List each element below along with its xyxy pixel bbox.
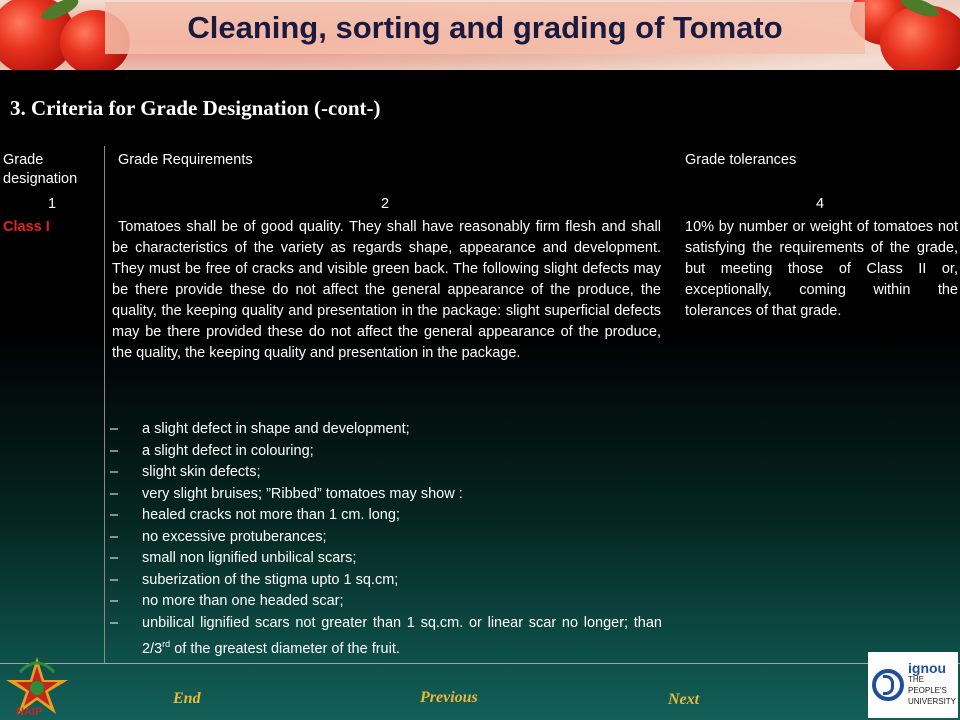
list-item [110, 441, 662, 463]
naip-logo-text: NAIP [16, 706, 43, 718]
defect-text: unbilical lignified scars not greater than 1 sq.cm. or linear scar no longer; than 2/3 [142, 614, 662, 657]
ignou-tagline-2: UNIVERSITY [908, 697, 957, 706]
dash-icon: – [110, 528, 119, 545]
title-box [105, 2, 865, 54]
grade-table [0, 146, 960, 664]
dash-icon: – [110, 464, 119, 480]
list-item [110, 462, 662, 484]
column-number-4: 4 [815, 196, 825, 212]
list-item [110, 570, 662, 592]
dash-icon: – [110, 485, 119, 502]
defect-text: healed cracks not more than 1 cm. long; [142, 507, 400, 523]
header-grade-requirements: Grade Requirements [118, 152, 253, 168]
list-item [110, 505, 662, 527]
next-link[interactable]: Next [668, 691, 700, 708]
dash-icon: – [110, 593, 119, 609]
header-grade-designation: Grade designation [3, 152, 78, 187]
tolerances-paragraph: 10% by number or weight of tomatoes not satisfying the requirements of the grade, but meeting those of Class II or, exceptionally, coming within the tolerances of that grade. [685, 219, 958, 319]
defect-text: a slight defect in shape and development; [142, 421, 410, 437]
defect-text: small non lignified unbilical scars; [142, 550, 357, 566]
column-number-2: 2 [380, 196, 390, 212]
defect-text: a slight defect in colouring; [142, 442, 314, 459]
dash-icon: – [110, 571, 119, 588]
column-number-1: 1 [47, 196, 57, 212]
page-title: Cleaning, sorting and grading of Tomato [187, 10, 783, 45]
list-item [110, 591, 662, 613]
previous-link[interactable]: Previous [420, 689, 478, 706]
dash-icon: – [110, 442, 119, 459]
defect-text: very slight bruises; ”Ribbed” tomatoes may show : [142, 485, 463, 502]
dash-icon: – [110, 421, 119, 437]
dash-icon: – [110, 507, 119, 523]
defect-text: of the greatest diameter of the fruit. [170, 640, 400, 657]
header-banner [0, 0, 960, 70]
footer-divider [0, 663, 960, 664]
dash-icon: – [110, 614, 119, 631]
list-item [110, 613, 662, 660]
defect-text: no more than one headed scar; [142, 593, 344, 609]
defect-text: slight skin defects; [142, 464, 261, 480]
grade-class-label: Class I [3, 219, 50, 235]
header-grade-tolerances: Grade tolerances [685, 152, 797, 168]
column-divider [104, 146, 105, 664]
dash-icon: – [110, 550, 119, 566]
defect-text: suberization of the stigma upto 1 sq.cm; [142, 571, 399, 588]
defect-list [110, 419, 662, 659]
ignou-tagline-1: THE PEOPLE'S [908, 675, 947, 695]
list-item [110, 419, 662, 441]
ignou-logo [868, 652, 958, 718]
end-link[interactable]: End [173, 690, 201, 707]
list-item [110, 548, 662, 570]
list-item [110, 527, 662, 549]
ignou-emblem-icon [872, 669, 904, 701]
defect-text: no excessive protuberances; [142, 528, 327, 545]
requirements-paragraph: Tomatoes shall be of good quality. They shall have reasonably firm flesh and shall be characteristics of the variety as regards shape, appearance and development. They must be free of cracks and visible green back. The following slight defects may be there provide these do not affect the general appearance of the produce, the quality, the keeping quality and presentation in the package: slight superficial defects may be there provided these do not affect the general appearance of the produce, the quality, the keeping quality and presentation in the package. [112, 219, 661, 361]
ignou-name: ignou [908, 660, 947, 676]
section-heading: 3. Criteria for Grade Designation (-cont-) [10, 96, 381, 120]
list-item [110, 484, 662, 506]
ignou-logo-text [908, 660, 957, 707]
defect-superscript: rd [162, 638, 171, 649]
